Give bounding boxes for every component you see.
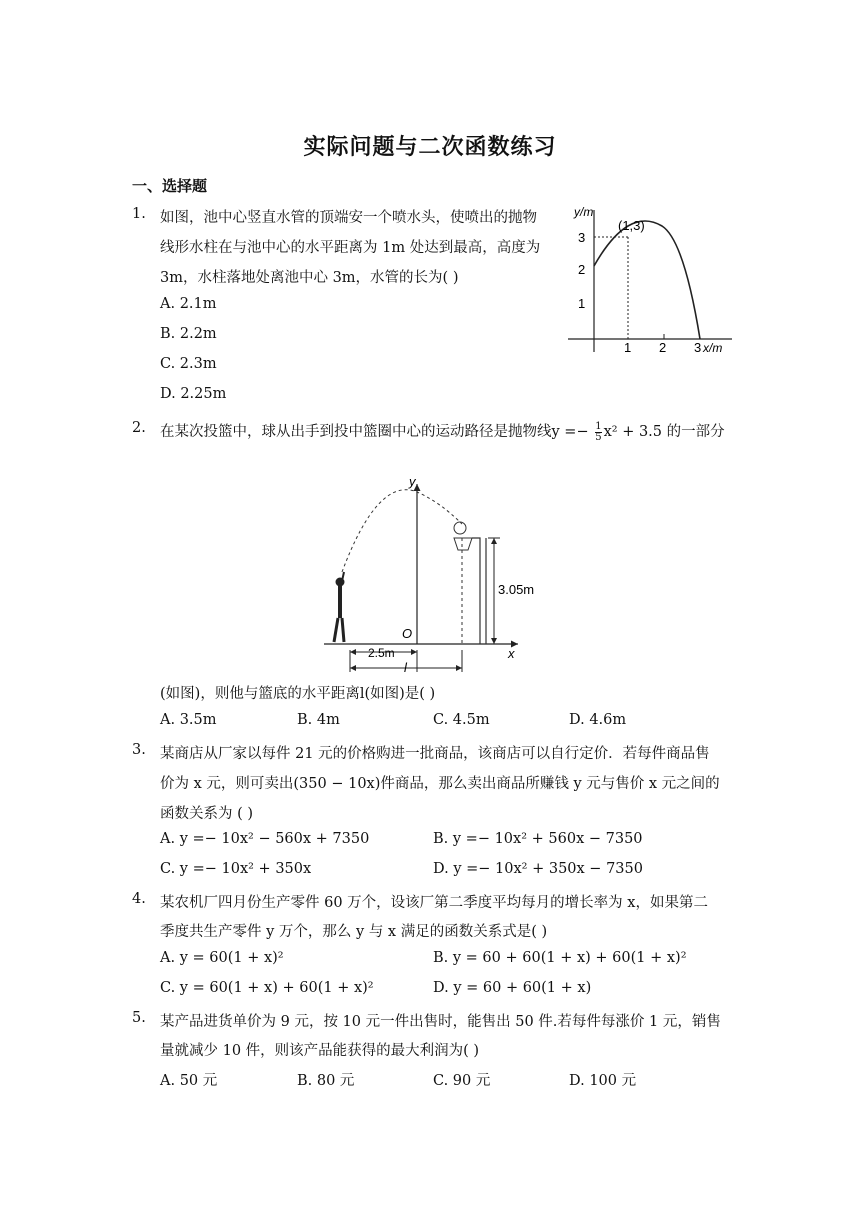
hoop-net xyxy=(454,538,472,550)
q3-number: 3. xyxy=(132,742,146,758)
fountain-parabola-graph xyxy=(560,200,740,360)
q4-option-c[interactable]: C. y = 60(1 + x) + 60(1 + x)² xyxy=(160,980,374,996)
q3-line-2: 价为 x 元，则可卖出(350 − 10x)件商品，那么卖出商品所赚钱 y 元与售价 x 元之间的 xyxy=(160,776,720,792)
q2-option-d[interactable]: D. 4.6m xyxy=(569,712,627,728)
player xyxy=(334,572,344,642)
y-tick-3: 3 xyxy=(578,230,586,245)
page-title: 实际问题与二次函数练习 xyxy=(303,134,557,160)
ball xyxy=(454,522,466,534)
height-label: 3.05m xyxy=(498,582,535,597)
peak-label: (1,3) xyxy=(618,218,645,233)
q5-option-d[interactable]: D. 100 元 xyxy=(569,1073,637,1089)
distance-label: 2.5m xyxy=(368,646,395,660)
q1-line-3: 3m，水柱落地处离池中心 3m，水管的长为( ) xyxy=(160,270,459,286)
section-heading: 一、选择题 xyxy=(132,177,208,195)
x-tick-2: 2 xyxy=(659,340,667,355)
y-tick-2: 2 xyxy=(578,262,586,277)
x-axis-label: x/m xyxy=(703,341,723,355)
q1-option-d[interactable]: D. 2.25m xyxy=(160,386,227,402)
q3-option-b[interactable]: B. y =− 10x² + 560x − 7350 xyxy=(433,831,643,847)
q2-option-b[interactable]: B. 4m xyxy=(297,712,340,728)
q2-number: 2. xyxy=(132,420,146,436)
q5-line-2: 量就减少 10 件，则该产品能获得的最大利润为( ) xyxy=(160,1043,480,1059)
q2-fraction xyxy=(595,422,601,443)
q3-line-3: 函数关系为 ( ) xyxy=(160,806,254,822)
q5-number: 5. xyxy=(132,1010,146,1026)
q4-option-b[interactable]: B. y = 60 + 60(1 + x) + 60(1 + x)² xyxy=(433,950,687,966)
q1-number: 1. xyxy=(132,206,146,222)
q1-option-c[interactable]: C. 2.3m xyxy=(160,356,217,372)
parabola-curve xyxy=(594,221,700,339)
y-tick-1: 1 xyxy=(578,296,586,311)
q1-option-b[interactable]: B. 2.2m xyxy=(160,326,217,342)
q5-option-c[interactable]: C. 90 元 xyxy=(433,1073,491,1089)
q2-option-c[interactable]: C. 4.5m xyxy=(433,712,490,728)
l-label: l xyxy=(404,660,407,675)
q4-line-1: 某农机厂四月份生产零件 60 万个，设该厂第二季度平均每月的增长率为 x，如果第二 xyxy=(160,895,708,911)
q1-line-1: 如图，池中心竖直水管的顶端安一个喷水头，使喷出的抛物 xyxy=(160,210,537,226)
q1-line-2: 线形水柱在与池中心的水平距离为 1m 处达到最高，高度为 xyxy=(160,240,541,256)
q3-option-c[interactable]: C. y =− 10x² + 350x xyxy=(160,861,312,877)
q2-line-1-tail: x² + 3.5 的一部分 xyxy=(603,424,725,440)
q4-option-d[interactable]: D. y = 60 + 60(1 + x) xyxy=(433,980,592,996)
q5-option-b[interactable]: B. 80 元 xyxy=(297,1073,355,1089)
basketball-figure xyxy=(320,474,535,686)
y-axis-label: y/m xyxy=(574,205,594,219)
q2-line-1 xyxy=(160,420,725,443)
origin-label: O xyxy=(402,626,413,641)
q2-option-a[interactable]: A. 3.5m xyxy=(160,712,217,728)
x-tick-3: 3 xyxy=(694,340,702,355)
hoop-pole xyxy=(472,538,486,644)
q2-fraction-den: 5 xyxy=(595,431,602,443)
q2-fraction-num: 1 xyxy=(595,420,602,432)
x-tick-1: 1 xyxy=(624,340,632,355)
q5-option-a[interactable]: A. 50 元 xyxy=(160,1073,218,1089)
q2-line-1-head: 在某次投篮中，球从出手到投中篮圈中心的运动路径是抛物线y =− xyxy=(160,424,594,440)
ball-path xyxy=(342,490,462,572)
q3-line-1: 某商店从厂家以每件 21 元的价格购进一批商品，该商店可以自行定价．若每件商品售 xyxy=(160,746,710,762)
x-label: x xyxy=(508,646,515,661)
q2-line-2: (如图)，则他与篮底的水平距离l(如图)是( ) xyxy=(160,686,436,702)
y-label: y xyxy=(409,474,416,489)
q1-option-a[interactable]: A. 2.1m xyxy=(160,296,217,312)
q3-option-d[interactable]: D. y =− 10x² + 350x − 7350 xyxy=(433,861,643,877)
q4-option-a[interactable]: A. y = 60(1 + x)² xyxy=(160,950,284,966)
q3-option-a[interactable]: A. y =− 10x² − 560x + 7350 xyxy=(160,831,370,847)
q4-line-2: 季度共生产零件 y 万个，那么 y 与 x 满足的函数关系式是( ) xyxy=(160,924,548,940)
q5-line-1: 某产品进货单价为 9 元，按 10 元一件出售时，能售出 50 件.若每件每涨价 1 元，销售 xyxy=(160,1014,721,1030)
q4-number: 4. xyxy=(132,891,146,907)
